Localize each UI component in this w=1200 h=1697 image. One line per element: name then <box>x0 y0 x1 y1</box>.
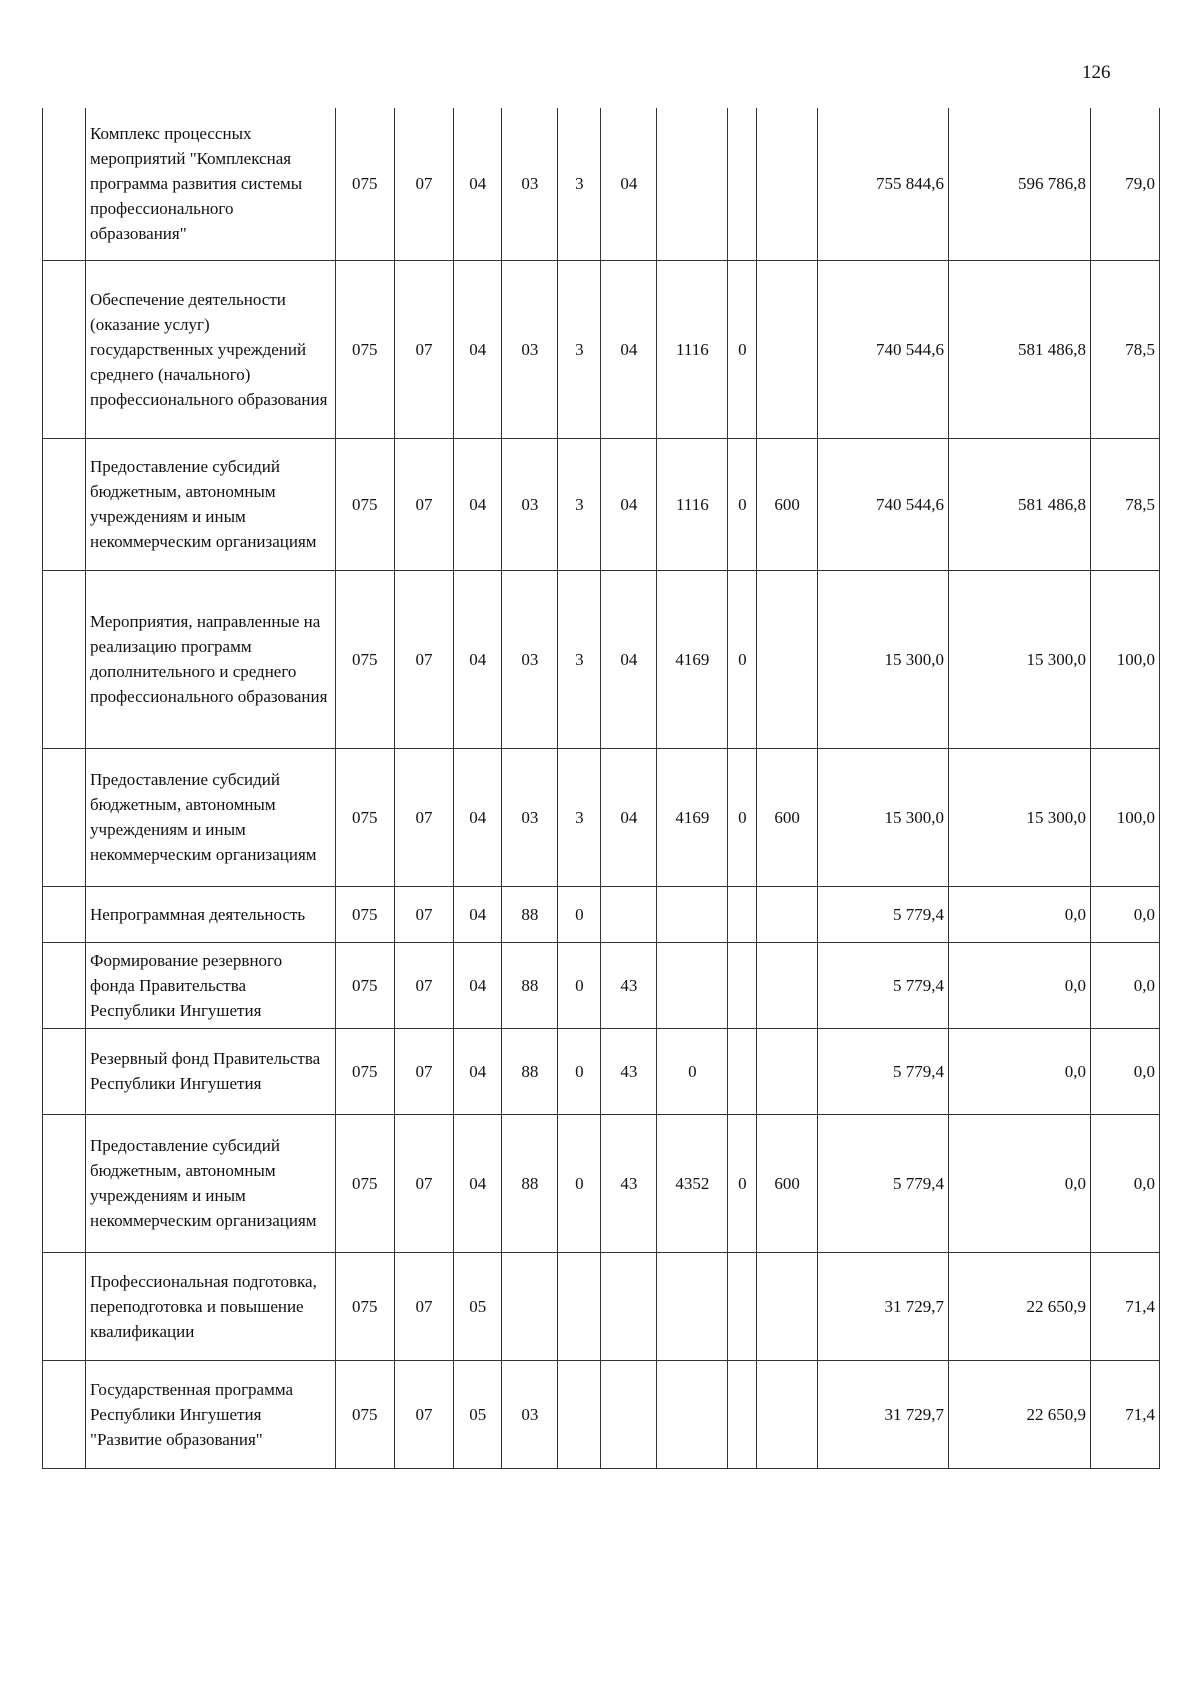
code-section: 07 <box>394 886 453 942</box>
code-event <box>601 1360 657 1468</box>
row-number-cell <box>43 1360 86 1468</box>
code-ministry: 075 <box>335 1252 394 1360</box>
code-subsection: 04 <box>454 260 502 438</box>
code-direction: 1116 <box>657 438 728 570</box>
code-program: 88 <box>502 1028 558 1114</box>
planned-amount: 740 544,6 <box>817 260 948 438</box>
code-direction <box>657 108 728 260</box>
code-ministry: 075 <box>335 1028 394 1114</box>
code-event: 43 <box>601 942 657 1028</box>
code-section: 07 <box>394 1252 453 1360</box>
planned-amount: 15 300,0 <box>817 570 948 748</box>
code-section: 07 <box>394 108 453 260</box>
code-direction-suffix <box>728 942 757 1028</box>
table-row <box>43 1252 1160 1360</box>
code-section: 07 <box>394 1360 453 1468</box>
code-subsection: 04 <box>454 1114 502 1252</box>
row-number-cell <box>43 108 86 260</box>
code-direction-suffix: 0 <box>728 1114 757 1252</box>
code-event: 04 <box>601 570 657 748</box>
code-program: 03 <box>502 748 558 886</box>
planned-amount: 15 300,0 <box>817 748 948 886</box>
execution-percent: 0,0 <box>1091 1028 1160 1114</box>
code-expense-type <box>757 1360 817 1468</box>
row-number-cell <box>43 748 86 886</box>
code-subsection: 04 <box>454 1028 502 1114</box>
code-ministry: 075 <box>335 1114 394 1252</box>
code-subprogram: 0 <box>558 942 601 1028</box>
row-name: Комплекс процессных мероприятий "Комплексная программа развития системы профессионального образования" <box>86 108 336 260</box>
code-subprogram: 3 <box>558 748 601 886</box>
row-number-cell <box>43 570 86 748</box>
code-event: 04 <box>601 438 657 570</box>
actual-amount: 581 486,8 <box>948 260 1090 438</box>
code-event <box>601 1252 657 1360</box>
row-number-cell <box>43 260 86 438</box>
code-section: 07 <box>394 438 453 570</box>
table-row <box>43 748 1160 886</box>
actual-amount: 15 300,0 <box>948 570 1090 748</box>
table-row <box>43 1114 1160 1252</box>
planned-amount: 755 844,6 <box>817 108 948 260</box>
code-event: 04 <box>601 108 657 260</box>
code-direction: 4169 <box>657 570 728 748</box>
table-body <box>43 108 1160 1468</box>
code-direction: 4352 <box>657 1114 728 1252</box>
execution-percent: 78,5 <box>1091 260 1160 438</box>
actual-amount: 0,0 <box>948 1028 1090 1114</box>
code-ministry: 075 <box>335 886 394 942</box>
row-name: Предоставление субсидий бюджетным, автономным учреждениям и иным некоммерческим организациям <box>86 1114 336 1252</box>
execution-percent: 0,0 <box>1091 886 1160 942</box>
actual-amount: 581 486,8 <box>948 438 1090 570</box>
code-expense-type <box>757 1252 817 1360</box>
table-row <box>43 886 1160 942</box>
code-direction-suffix: 0 <box>728 438 757 570</box>
code-subprogram: 3 <box>558 438 601 570</box>
table-row <box>43 438 1160 570</box>
row-name: Резервный фонд Правительства Республики Ингушетия <box>86 1028 336 1114</box>
execution-percent: 100,0 <box>1091 570 1160 748</box>
code-subsection: 04 <box>454 748 502 886</box>
row-name: Мероприятия, направленные на реализацию программ дополнительного и среднего профессионального образования <box>86 570 336 748</box>
code-ministry: 075 <box>335 748 394 886</box>
actual-amount: 596 786,8 <box>948 108 1090 260</box>
code-subsection: 05 <box>454 1252 502 1360</box>
execution-percent: 71,4 <box>1091 1252 1160 1360</box>
execution-percent: 100,0 <box>1091 748 1160 886</box>
code-expense-type <box>757 1028 817 1114</box>
code-direction-suffix: 0 <box>728 748 757 886</box>
code-event: 43 <box>601 1028 657 1114</box>
row-number-cell <box>43 942 86 1028</box>
execution-percent: 78,5 <box>1091 438 1160 570</box>
code-ministry: 075 <box>335 1360 394 1468</box>
planned-amount: 31 729,7 <box>817 1360 948 1468</box>
code-section: 07 <box>394 748 453 886</box>
table-row <box>43 570 1160 748</box>
code-ministry: 075 <box>335 570 394 748</box>
code-event <box>601 886 657 942</box>
code-direction <box>657 1360 728 1468</box>
code-direction-suffix <box>728 108 757 260</box>
code-section: 07 <box>394 942 453 1028</box>
code-expense-type: 600 <box>757 438 817 570</box>
code-direction <box>657 1252 728 1360</box>
code-expense-type <box>757 886 817 942</box>
code-subsection: 04 <box>454 942 502 1028</box>
code-event: 04 <box>601 748 657 886</box>
code-direction-suffix <box>728 1360 757 1468</box>
planned-amount: 740 544,6 <box>817 438 948 570</box>
code-section: 07 <box>394 260 453 438</box>
page-number: 126 <box>1082 62 1111 83</box>
execution-percent: 0,0 <box>1091 1114 1160 1252</box>
code-section: 07 <box>394 1114 453 1252</box>
actual-amount: 0,0 <box>948 942 1090 1028</box>
code-subsection: 05 <box>454 1360 502 1468</box>
table-row <box>43 942 1160 1028</box>
code-expense-type <box>757 942 817 1028</box>
execution-percent: 71,4 <box>1091 1360 1160 1468</box>
code-program: 03 <box>502 108 558 260</box>
code-direction-suffix: 0 <box>728 260 757 438</box>
code-ministry: 075 <box>335 942 394 1028</box>
code-expense-type <box>757 570 817 748</box>
row-name: Формирование резервного фонда Правительства Республики Ингушетия <box>86 942 336 1028</box>
code-subprogram: 3 <box>558 260 601 438</box>
row-name: Предоставление субсидий бюджетным, автономным учреждениям и иным некоммерческим организациям <box>86 438 336 570</box>
actual-amount: 22 650,9 <box>948 1360 1090 1468</box>
code-ministry: 075 <box>335 260 394 438</box>
row-number-cell <box>43 438 86 570</box>
code-direction-suffix: 0 <box>728 570 757 748</box>
code-program: 03 <box>502 438 558 570</box>
code-subprogram: 0 <box>558 886 601 942</box>
code-subprogram <box>558 1252 601 1360</box>
code-direction: 4169 <box>657 748 728 886</box>
code-ministry: 075 <box>335 438 394 570</box>
planned-amount: 5 779,4 <box>817 1114 948 1252</box>
planned-amount: 31 729,7 <box>817 1252 948 1360</box>
execution-percent: 79,0 <box>1091 108 1160 260</box>
row-number-cell <box>43 1252 86 1360</box>
table-row <box>43 1028 1160 1114</box>
code-event: 43 <box>601 1114 657 1252</box>
code-direction <box>657 942 728 1028</box>
row-name: Государственная программа Республики Ингушетия "Развитие образования" <box>86 1360 336 1468</box>
planned-amount: 5 779,4 <box>817 886 948 942</box>
row-number-cell <box>43 886 86 942</box>
code-expense-type: 600 <box>757 1114 817 1252</box>
budget-table <box>42 108 1160 1469</box>
row-name: Непрограммная деятельность <box>86 886 336 942</box>
code-program: 03 <box>502 1360 558 1468</box>
execution-percent: 0,0 <box>1091 942 1160 1028</box>
table-row <box>43 260 1160 438</box>
code-ministry: 075 <box>335 108 394 260</box>
code-expense-type <box>757 108 817 260</box>
code-program: 03 <box>502 260 558 438</box>
code-program <box>502 1252 558 1360</box>
code-program: 88 <box>502 886 558 942</box>
actual-amount: 22 650,9 <box>948 1252 1090 1360</box>
code-subprogram: 0 <box>558 1028 601 1114</box>
code-event: 04 <box>601 260 657 438</box>
code-subprogram: 3 <box>558 108 601 260</box>
actual-amount: 15 300,0 <box>948 748 1090 886</box>
code-direction: 0 <box>657 1028 728 1114</box>
planned-amount: 5 779,4 <box>817 1028 948 1114</box>
code-subprogram: 0 <box>558 1114 601 1252</box>
row-number-cell <box>43 1114 86 1252</box>
row-name: Профессиональная подготовка, переподготовка и повышение квалификации <box>86 1252 336 1360</box>
code-direction-suffix <box>728 1252 757 1360</box>
code-subsection: 04 <box>454 886 502 942</box>
code-subsection: 04 <box>454 108 502 260</box>
row-name: Предоставление субсидий бюджетным, автономным учреждениям и иным некоммерческим организациям <box>86 748 336 886</box>
code-expense-type <box>757 260 817 438</box>
code-direction-suffix <box>728 1028 757 1114</box>
code-program: 03 <box>502 570 558 748</box>
code-expense-type: 600 <box>757 748 817 886</box>
actual-amount: 0,0 <box>948 886 1090 942</box>
table-row <box>43 108 1160 260</box>
code-direction-suffix <box>728 886 757 942</box>
actual-amount: 0,0 <box>948 1114 1090 1252</box>
code-program: 88 <box>502 1114 558 1252</box>
table-row <box>43 1360 1160 1468</box>
row-number-cell <box>43 1028 86 1114</box>
row-name: Обеспечение деятельности (оказание услуг) государственных учреждений среднего (начального) профессионального образования <box>86 260 336 438</box>
planned-amount: 5 779,4 <box>817 942 948 1028</box>
code-subprogram: 3 <box>558 570 601 748</box>
code-program: 88 <box>502 942 558 1028</box>
code-section: 07 <box>394 570 453 748</box>
code-subprogram <box>558 1360 601 1468</box>
code-subsection: 04 <box>454 570 502 748</box>
code-section: 07 <box>394 1028 453 1114</box>
code-direction <box>657 886 728 942</box>
code-subsection: 04 <box>454 438 502 570</box>
code-direction: 1116 <box>657 260 728 438</box>
